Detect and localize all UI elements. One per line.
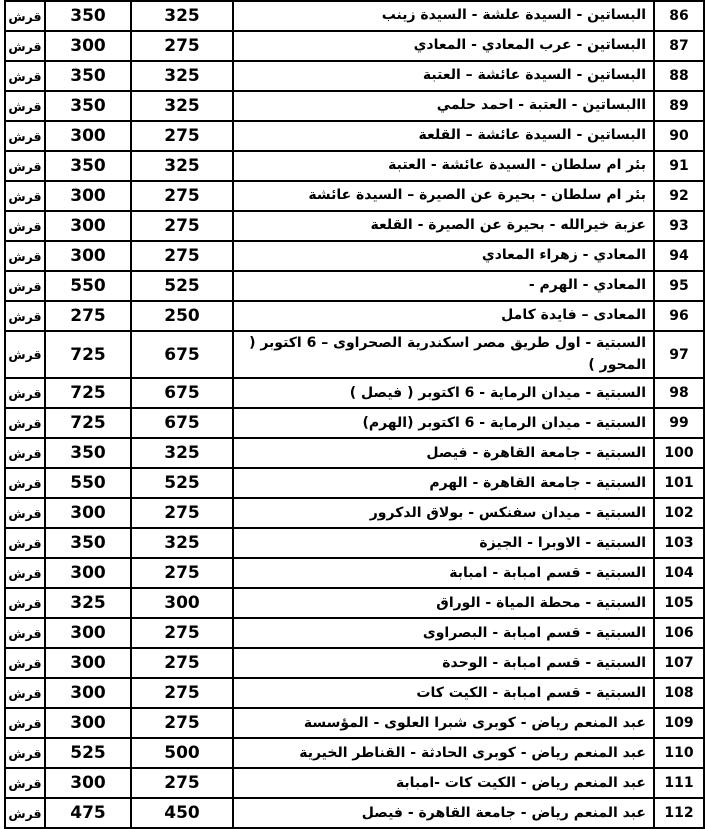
unit-cell: قرش bbox=[5, 151, 45, 181]
fare-high-cell: 300 bbox=[45, 768, 131, 798]
unit-cell: قرش bbox=[5, 768, 45, 798]
unit-cell: قرش bbox=[5, 121, 45, 151]
fare-high-cell: 300 bbox=[45, 708, 131, 738]
row-number-cell: 86 bbox=[654, 1, 704, 31]
fare-low-cell: 275 bbox=[131, 678, 233, 708]
route-cell: السبتية - قسم امبابة - الوحدة bbox=[233, 648, 654, 678]
table-row bbox=[5, 331, 704, 378]
route-cell: السبتية - اول طريق مصر اسكندرية الصحراوى – 6 اكتوبر ( المحور ) bbox=[233, 331, 654, 378]
route-cell: عبد المنعم رياض - الكيت كات -امبابة bbox=[233, 768, 654, 798]
fare-low-cell: 275 bbox=[131, 498, 233, 528]
fare-high-cell: 725 bbox=[45, 378, 131, 408]
unit-cell: قرش bbox=[5, 678, 45, 708]
fare-low-cell: 275 bbox=[131, 211, 233, 241]
fare-high-cell: 350 bbox=[45, 1, 131, 31]
row-number-cell: 107 bbox=[654, 648, 704, 678]
table-row bbox=[5, 498, 704, 528]
row-number-cell: 103 bbox=[654, 528, 704, 558]
fare-high-cell: 550 bbox=[45, 468, 131, 498]
fare-table-body bbox=[5, 1, 704, 828]
route-cell: السبتية - محطة المياة - الوراق bbox=[233, 588, 654, 618]
row-number-cell: 102 bbox=[654, 498, 704, 528]
fare-high-cell: 725 bbox=[45, 331, 131, 378]
fare-low-cell: 525 bbox=[131, 468, 233, 498]
table-row bbox=[5, 181, 704, 211]
route-cell: المعادي - الهرم - bbox=[233, 271, 654, 301]
fare-high-cell: 350 bbox=[45, 528, 131, 558]
unit-cell: قرش bbox=[5, 31, 45, 61]
fare-high-cell: 525 bbox=[45, 738, 131, 768]
fare-low-cell: 275 bbox=[131, 121, 233, 151]
unit-cell: قرش bbox=[5, 301, 45, 331]
fare-low-cell: 500 bbox=[131, 738, 233, 768]
row-number-cell: 109 bbox=[654, 708, 704, 738]
unit-cell: قرش bbox=[5, 498, 45, 528]
row-number-cell: 104 bbox=[654, 558, 704, 588]
unit-cell: قرش bbox=[5, 438, 45, 468]
unit-cell: قرش bbox=[5, 181, 45, 211]
row-number-cell: 97 bbox=[654, 331, 704, 378]
unit-cell: قرش bbox=[5, 648, 45, 678]
fare-table bbox=[4, 0, 705, 829]
fare-high-cell: 300 bbox=[45, 558, 131, 588]
fare-high-cell: 300 bbox=[45, 678, 131, 708]
fare-low-cell: 275 bbox=[131, 181, 233, 211]
route-cell: بئر ام سلطان - السيدة عائشة - العتبة bbox=[233, 151, 654, 181]
fare-low-cell: 525 bbox=[131, 271, 233, 301]
fare-low-cell: 275 bbox=[131, 708, 233, 738]
unit-cell: قرش bbox=[5, 241, 45, 271]
route-cell: بئر ام سلطان - بحيرة عن الصيرة – السيدة عائشة bbox=[233, 181, 654, 211]
fare-low-cell: 275 bbox=[131, 31, 233, 61]
fare-low-cell: 325 bbox=[131, 528, 233, 558]
unit-cell: قرش bbox=[5, 271, 45, 301]
row-number-cell: 98 bbox=[654, 378, 704, 408]
fare-high-cell: 300 bbox=[45, 211, 131, 241]
fare-high-cell: 350 bbox=[45, 61, 131, 91]
fare-high-cell: 350 bbox=[45, 91, 131, 121]
unit-cell: قرش bbox=[5, 528, 45, 558]
fare-low-cell: 275 bbox=[131, 618, 233, 648]
table-row bbox=[5, 31, 704, 61]
unit-cell: قرش bbox=[5, 618, 45, 648]
route-cell: السبتية - جامعة القاهرة - الهرم bbox=[233, 468, 654, 498]
fare-low-cell: 450 bbox=[131, 798, 233, 828]
fare-low-cell: 325 bbox=[131, 151, 233, 181]
fare-low-cell: 675 bbox=[131, 331, 233, 378]
table-row bbox=[5, 1, 704, 31]
table-row bbox=[5, 708, 704, 738]
row-number-cell: 99 bbox=[654, 408, 704, 438]
row-number-cell: 96 bbox=[654, 301, 704, 331]
table-row bbox=[5, 91, 704, 121]
fare-low-cell: 275 bbox=[131, 648, 233, 678]
route-cell: السبتية - قسم امبابة - البصراوى bbox=[233, 618, 654, 648]
fare-high-cell: 350 bbox=[45, 438, 131, 468]
fare-low-cell: 275 bbox=[131, 768, 233, 798]
route-cell: السبتية - ميدان الرماية - 6 اكتوبر (الهرم) bbox=[233, 408, 654, 438]
row-number-cell: 88 bbox=[654, 61, 704, 91]
unit-cell: قرش bbox=[5, 708, 45, 738]
unit-cell: قرش bbox=[5, 331, 45, 378]
table-row bbox=[5, 271, 704, 301]
row-number-cell: 90 bbox=[654, 121, 704, 151]
unit-cell: قرش bbox=[5, 588, 45, 618]
table-row bbox=[5, 618, 704, 648]
fare-low-cell: 675 bbox=[131, 378, 233, 408]
row-number-cell: 106 bbox=[654, 618, 704, 648]
route-cell: البساتين - السيدة عائشة – العتبة bbox=[233, 61, 654, 91]
fare-high-cell: 300 bbox=[45, 181, 131, 211]
row-number-cell: 87 bbox=[654, 31, 704, 61]
table-row bbox=[5, 151, 704, 181]
fare-low-cell: 325 bbox=[131, 91, 233, 121]
route-cell: المعادي - زهراء المعادي bbox=[233, 241, 654, 271]
route-cell: البساتين - عرب المعادي - المعادي bbox=[233, 31, 654, 61]
row-number-cell: 110 bbox=[654, 738, 704, 768]
fare-low-cell: 275 bbox=[131, 558, 233, 588]
table-row bbox=[5, 61, 704, 91]
route-cell: السبتية - قسم امبابة - امبابة bbox=[233, 558, 654, 588]
table-row bbox=[5, 588, 704, 618]
row-number-cell: 108 bbox=[654, 678, 704, 708]
row-number-cell: 112 bbox=[654, 798, 704, 828]
fare-high-cell: 550 bbox=[45, 271, 131, 301]
table-row bbox=[5, 211, 704, 241]
route-cell: عبد المنعم رياض - جامعة القاهرة - فيصل bbox=[233, 798, 654, 828]
fare-low-cell: 275 bbox=[131, 241, 233, 271]
fare-low-cell: 250 bbox=[131, 301, 233, 331]
row-number-cell: 89 bbox=[654, 91, 704, 121]
row-number-cell: 100 bbox=[654, 438, 704, 468]
fare-high-cell: 325 bbox=[45, 588, 131, 618]
route-cell: البساتين - السيدة علشة - السيدة زينب bbox=[233, 1, 654, 31]
fare-high-cell: 300 bbox=[45, 648, 131, 678]
table-row bbox=[5, 241, 704, 271]
unit-cell: قرش bbox=[5, 738, 45, 768]
route-cell: السبتية - ميدان سفنكس - بولاق الدكرور bbox=[233, 498, 654, 528]
unit-cell: قرش bbox=[5, 558, 45, 588]
fare-high-cell: 300 bbox=[45, 618, 131, 648]
fare-low-cell: 675 bbox=[131, 408, 233, 438]
route-cell: السبتية - جامعة القاهرة - فيصل bbox=[233, 438, 654, 468]
row-number-cell: 101 bbox=[654, 468, 704, 498]
fare-low-cell: 325 bbox=[131, 1, 233, 31]
unit-cell: قرش bbox=[5, 211, 45, 241]
table-row bbox=[5, 301, 704, 331]
row-number-cell: 92 bbox=[654, 181, 704, 211]
fare-high-cell: 300 bbox=[45, 241, 131, 271]
table-row bbox=[5, 738, 704, 768]
table-row bbox=[5, 408, 704, 438]
table-row bbox=[5, 528, 704, 558]
table-row bbox=[5, 121, 704, 151]
table-row bbox=[5, 378, 704, 408]
row-number-cell: 111 bbox=[654, 768, 704, 798]
unit-cell: قرش bbox=[5, 378, 45, 408]
row-number-cell: 91 bbox=[654, 151, 704, 181]
route-cell: البساتين - السيدة عائشة – القلعة bbox=[233, 121, 654, 151]
unit-cell: قرش bbox=[5, 61, 45, 91]
fare-low-cell: 325 bbox=[131, 61, 233, 91]
route-cell: المعادى – فايدة كامل bbox=[233, 301, 654, 331]
row-number-cell: 95 bbox=[654, 271, 704, 301]
unit-cell: قرش bbox=[5, 91, 45, 121]
fare-low-cell: 325 bbox=[131, 438, 233, 468]
route-cell: السبتية - الاوبرا - الجيزة bbox=[233, 528, 654, 558]
route-cell: السبتية - ميدان الرماية - 6 اكتوبر ( فيصل ) bbox=[233, 378, 654, 408]
unit-cell: قرش bbox=[5, 408, 45, 438]
fare-high-cell: 300 bbox=[45, 498, 131, 528]
fare-high-cell: 350 bbox=[45, 151, 131, 181]
fare-high-cell: 300 bbox=[45, 31, 131, 61]
route-cell: عزبة خيرالله - بحيرة عن الصيرة - القلعة bbox=[233, 211, 654, 241]
fare-low-cell: 300 bbox=[131, 588, 233, 618]
table-row bbox=[5, 798, 704, 828]
table-row bbox=[5, 678, 704, 708]
table-row bbox=[5, 438, 704, 468]
table-row bbox=[5, 768, 704, 798]
table-row bbox=[5, 468, 704, 498]
route-cell: عبد المنعم رياض - كوبرى الحادثة - القناطر الخيرية bbox=[233, 738, 654, 768]
row-number-cell: 93 bbox=[654, 211, 704, 241]
table-row bbox=[5, 558, 704, 588]
table-row bbox=[5, 648, 704, 678]
fare-high-cell: 300 bbox=[45, 121, 131, 151]
route-cell: االبساتين - العتبة - احمد حلمي bbox=[233, 91, 654, 121]
row-number-cell: 94 bbox=[654, 241, 704, 271]
unit-cell: قرش bbox=[5, 798, 45, 828]
unit-cell: قرش bbox=[5, 1, 45, 31]
fare-high-cell: 275 bbox=[45, 301, 131, 331]
fare-high-cell: 475 bbox=[45, 798, 131, 828]
route-cell: السبتية - قسم امبابة - الكيت كات bbox=[233, 678, 654, 708]
route-cell: عبد المنعم رياض - كوبرى شبرا العلوى - المؤسسة bbox=[233, 708, 654, 738]
unit-cell: قرش bbox=[5, 468, 45, 498]
row-number-cell: 105 bbox=[654, 588, 704, 618]
fare-high-cell: 725 bbox=[45, 408, 131, 438]
